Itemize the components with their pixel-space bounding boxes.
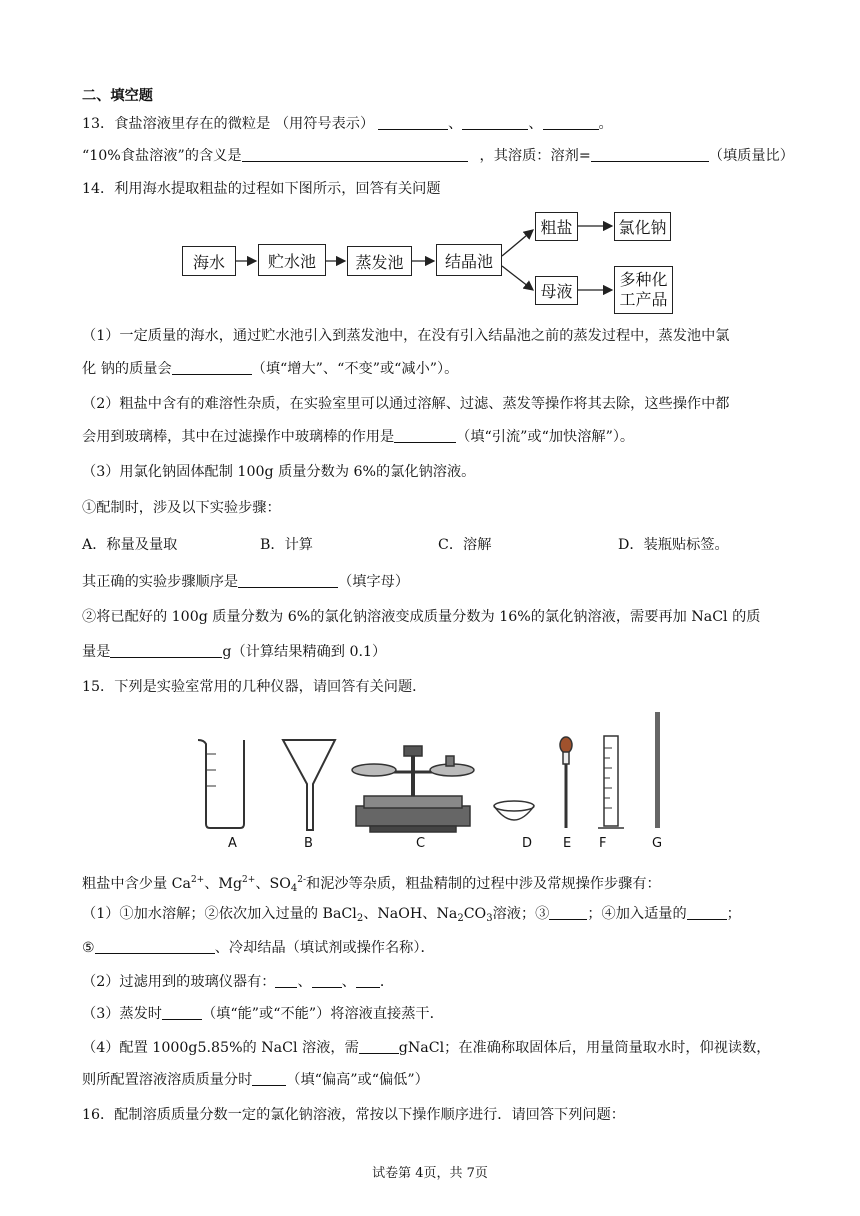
answer-blank[interactable] [359, 1039, 399, 1054]
so4-subscript: 4 [290, 883, 298, 894]
instrument-label-f: F [599, 836, 607, 851]
q14-sub2-text: 量是 [82, 644, 111, 660]
flow-box-evaporation-pool: 蒸发池 [347, 246, 412, 276]
answer-blank[interactable] [312, 973, 342, 988]
q15-p1-line2 [82, 938, 435, 958]
q15-p1-line1 [82, 904, 741, 929]
separator: 、 [297, 974, 312, 990]
instrument-label-e: E [563, 836, 572, 851]
subscript: 3 [486, 913, 493, 924]
q15-p4-text: gNaCl；在准确称取固体后，用量筒量取水时，仰视读数， [398, 1040, 771, 1056]
answer-blank[interactable] [162, 1005, 202, 1020]
q14-stem: 14．利用海水提取粗盐的过程如下图所示，回答有关问题 [82, 181, 441, 197]
q15-p3 [82, 1004, 444, 1024]
q14-p1-text: 化 钠的质量会 [82, 361, 172, 377]
subscript: 2 [356, 913, 364, 924]
flow-box-storage-pool: 贮水池 [258, 244, 326, 276]
glass-rod-icon [655, 712, 660, 828]
q13-stem: 13．食盐溶液里存在的微粒是 （用符号表示） [82, 116, 375, 132]
separator: 、 [341, 974, 356, 990]
q15-intro [82, 870, 661, 899]
option-c: C．溶解 [438, 537, 492, 553]
q15-stem: 15．下列是实验室常用的几种仪器，请回答有关问题． [82, 679, 427, 695]
q14-p2-text: 会用到玻璃棒，其中在过滤操作中玻璃棒的作用是 [82, 429, 395, 445]
answer-blank[interactable] [687, 905, 727, 920]
ca-charge: 2+ [190, 875, 205, 885]
flow-box-sodium-chloride: 氯化钠 [614, 212, 671, 241]
q15-p4-line2 [82, 1070, 429, 1090]
q16-stem: 16．配制溶质质量分数一定的氯化钠溶液，常按以下操作顺序进行．请回答下列问题： [82, 1107, 625, 1123]
instrument-label-g: G [652, 836, 663, 851]
dropper-icon [560, 737, 572, 828]
q14-sub2-hint: g（计算结果精确到 0.1） [222, 644, 387, 660]
products-line2: 工产品 [619, 290, 668, 309]
q15-p3-hint: （填“能”或“不能”）将溶液直接蒸干． [201, 1006, 444, 1022]
q14-p3-sub2-line1: ②将已配好的 100g 质量分数为 6%的氯化钠溶液变成质量分数为 16%的氯化钠溶液，需要再加 NaCl 的质 [82, 609, 761, 625]
q15-p4-text: （4）配置 1000g5.85%的 NaCl 溶液，需 [82, 1040, 359, 1056]
mg-charge: 2+ [242, 875, 256, 885]
q15-p4-hint: （填“偏高”或“偏低”） [286, 1072, 429, 1088]
q13-meaning-text: “10%食盐溶液”的含义是 [82, 148, 242, 164]
q13-hint: （填质量比） [708, 148, 794, 164]
evaporating-dish-icon [494, 801, 534, 820]
so4-charge: 2- [297, 875, 307, 885]
separator: 、 [528, 116, 543, 132]
q15-p1-text: ⑤ [82, 940, 95, 956]
q14-p2-line1: （2）粗盐中含有的难溶性杂质，在实验室里可以通过溶解、过滤、蒸发等操作将其去除，这些操作中都 [82, 396, 730, 412]
q14-p3: （3）用氯化钠固体配制 100g 质量分数为 6%的氯化钠溶液。 [82, 464, 476, 480]
q14-p2-hint: （填“引流”或“加快溶解”）。 [456, 429, 635, 445]
sentence-end: ． [379, 974, 395, 990]
answer-blank[interactable] [549, 905, 587, 920]
subscript: 2 [457, 913, 464, 924]
q15-intro-text: 粗盐中含少量 Ca [82, 876, 191, 892]
q15-p1-text: 、NaOH、Na [363, 906, 458, 922]
beaker-icon [198, 740, 244, 828]
products-line1: 多种化 [619, 270, 668, 289]
instrument-label-c: C [416, 836, 426, 851]
option-d: D．装瓶贴标签。 [618, 537, 729, 553]
flow-box-mother-liquor: 母液 [535, 276, 578, 305]
flow-box-crude-salt: 粗盐 [535, 212, 578, 241]
instrument-label-a: A [228, 836, 237, 851]
answer-blank[interactable] [95, 939, 215, 954]
flow-box-crystallization-pool: 结晶池 [436, 244, 502, 276]
page-footer: 试卷第 4页，共 7页 [372, 1166, 488, 1181]
section-title: 二、填空题 [82, 88, 153, 104]
q15-p1-text: ； [726, 906, 741, 922]
answer-blank[interactable] [275, 973, 297, 988]
q15-p1-text: 溶液；③ [492, 906, 550, 922]
q15-p2 [82, 972, 394, 992]
q14-order-hint: （填字母） [338, 574, 410, 590]
flow-box-seawater: 海水 [182, 246, 236, 276]
funnel-icon [283, 740, 335, 830]
separator: 、 [448, 116, 463, 132]
q14-p3-sub1: ①配制时，涉及以下实验步骤： [82, 500, 281, 516]
q14-p1-hint: （填“增大”、“不变”或“减小”）。 [251, 361, 459, 377]
sentence-end: 。 [598, 116, 613, 132]
q15-intro-text: 、Mg [204, 876, 243, 892]
q15-p1-text: ；④加入适量的 [587, 906, 687, 922]
graduated-cylinder-icon [598, 736, 624, 828]
instrument-label-d: D [522, 836, 533, 851]
q15-p4-text: 则所配置溶液溶质质量分时 [82, 1072, 253, 1088]
q13-ratio-text: ，其溶质：溶剂= [479, 148, 591, 164]
answer-blank[interactable] [252, 1071, 286, 1086]
instrument-label-b: B [304, 836, 313, 851]
option-b: B．计算 [260, 537, 313, 553]
q14-p1-line1: （1）一定质量的海水，通过贮水池引入到蒸发池中，在没有引入结晶池之前的蒸发过程中，蒸发池中氯 [82, 328, 730, 344]
balance-icon [352, 746, 474, 832]
q15-p3-text: （3）蒸发时 [82, 1006, 162, 1022]
q15-p2-text: （2）过滤用到的玻璃仪器有： [82, 974, 276, 990]
instrument-labels [0, 836, 860, 854]
q15-p4-line1 [82, 1038, 770, 1058]
q14-order-text: 其正确的实验步骤顺序是 [82, 574, 239, 590]
q15-p1-text: CO [463, 906, 487, 922]
option-a: A．称量及量取 [82, 537, 178, 553]
q15-p1-text: （1）①加水溶解；②依次加入过量的 BaCl [82, 906, 357, 922]
answer-blank[interactable] [356, 973, 380, 988]
q15-p1-text: 、冷却结晶（填试剂或操作名称）． [214, 940, 435, 956]
q15-intro-text: 、SO [255, 876, 291, 892]
q15-intro-text: 和泥沙等杂质，粗盐精制的过程中涉及常规操作步骤有： [306, 876, 661, 892]
